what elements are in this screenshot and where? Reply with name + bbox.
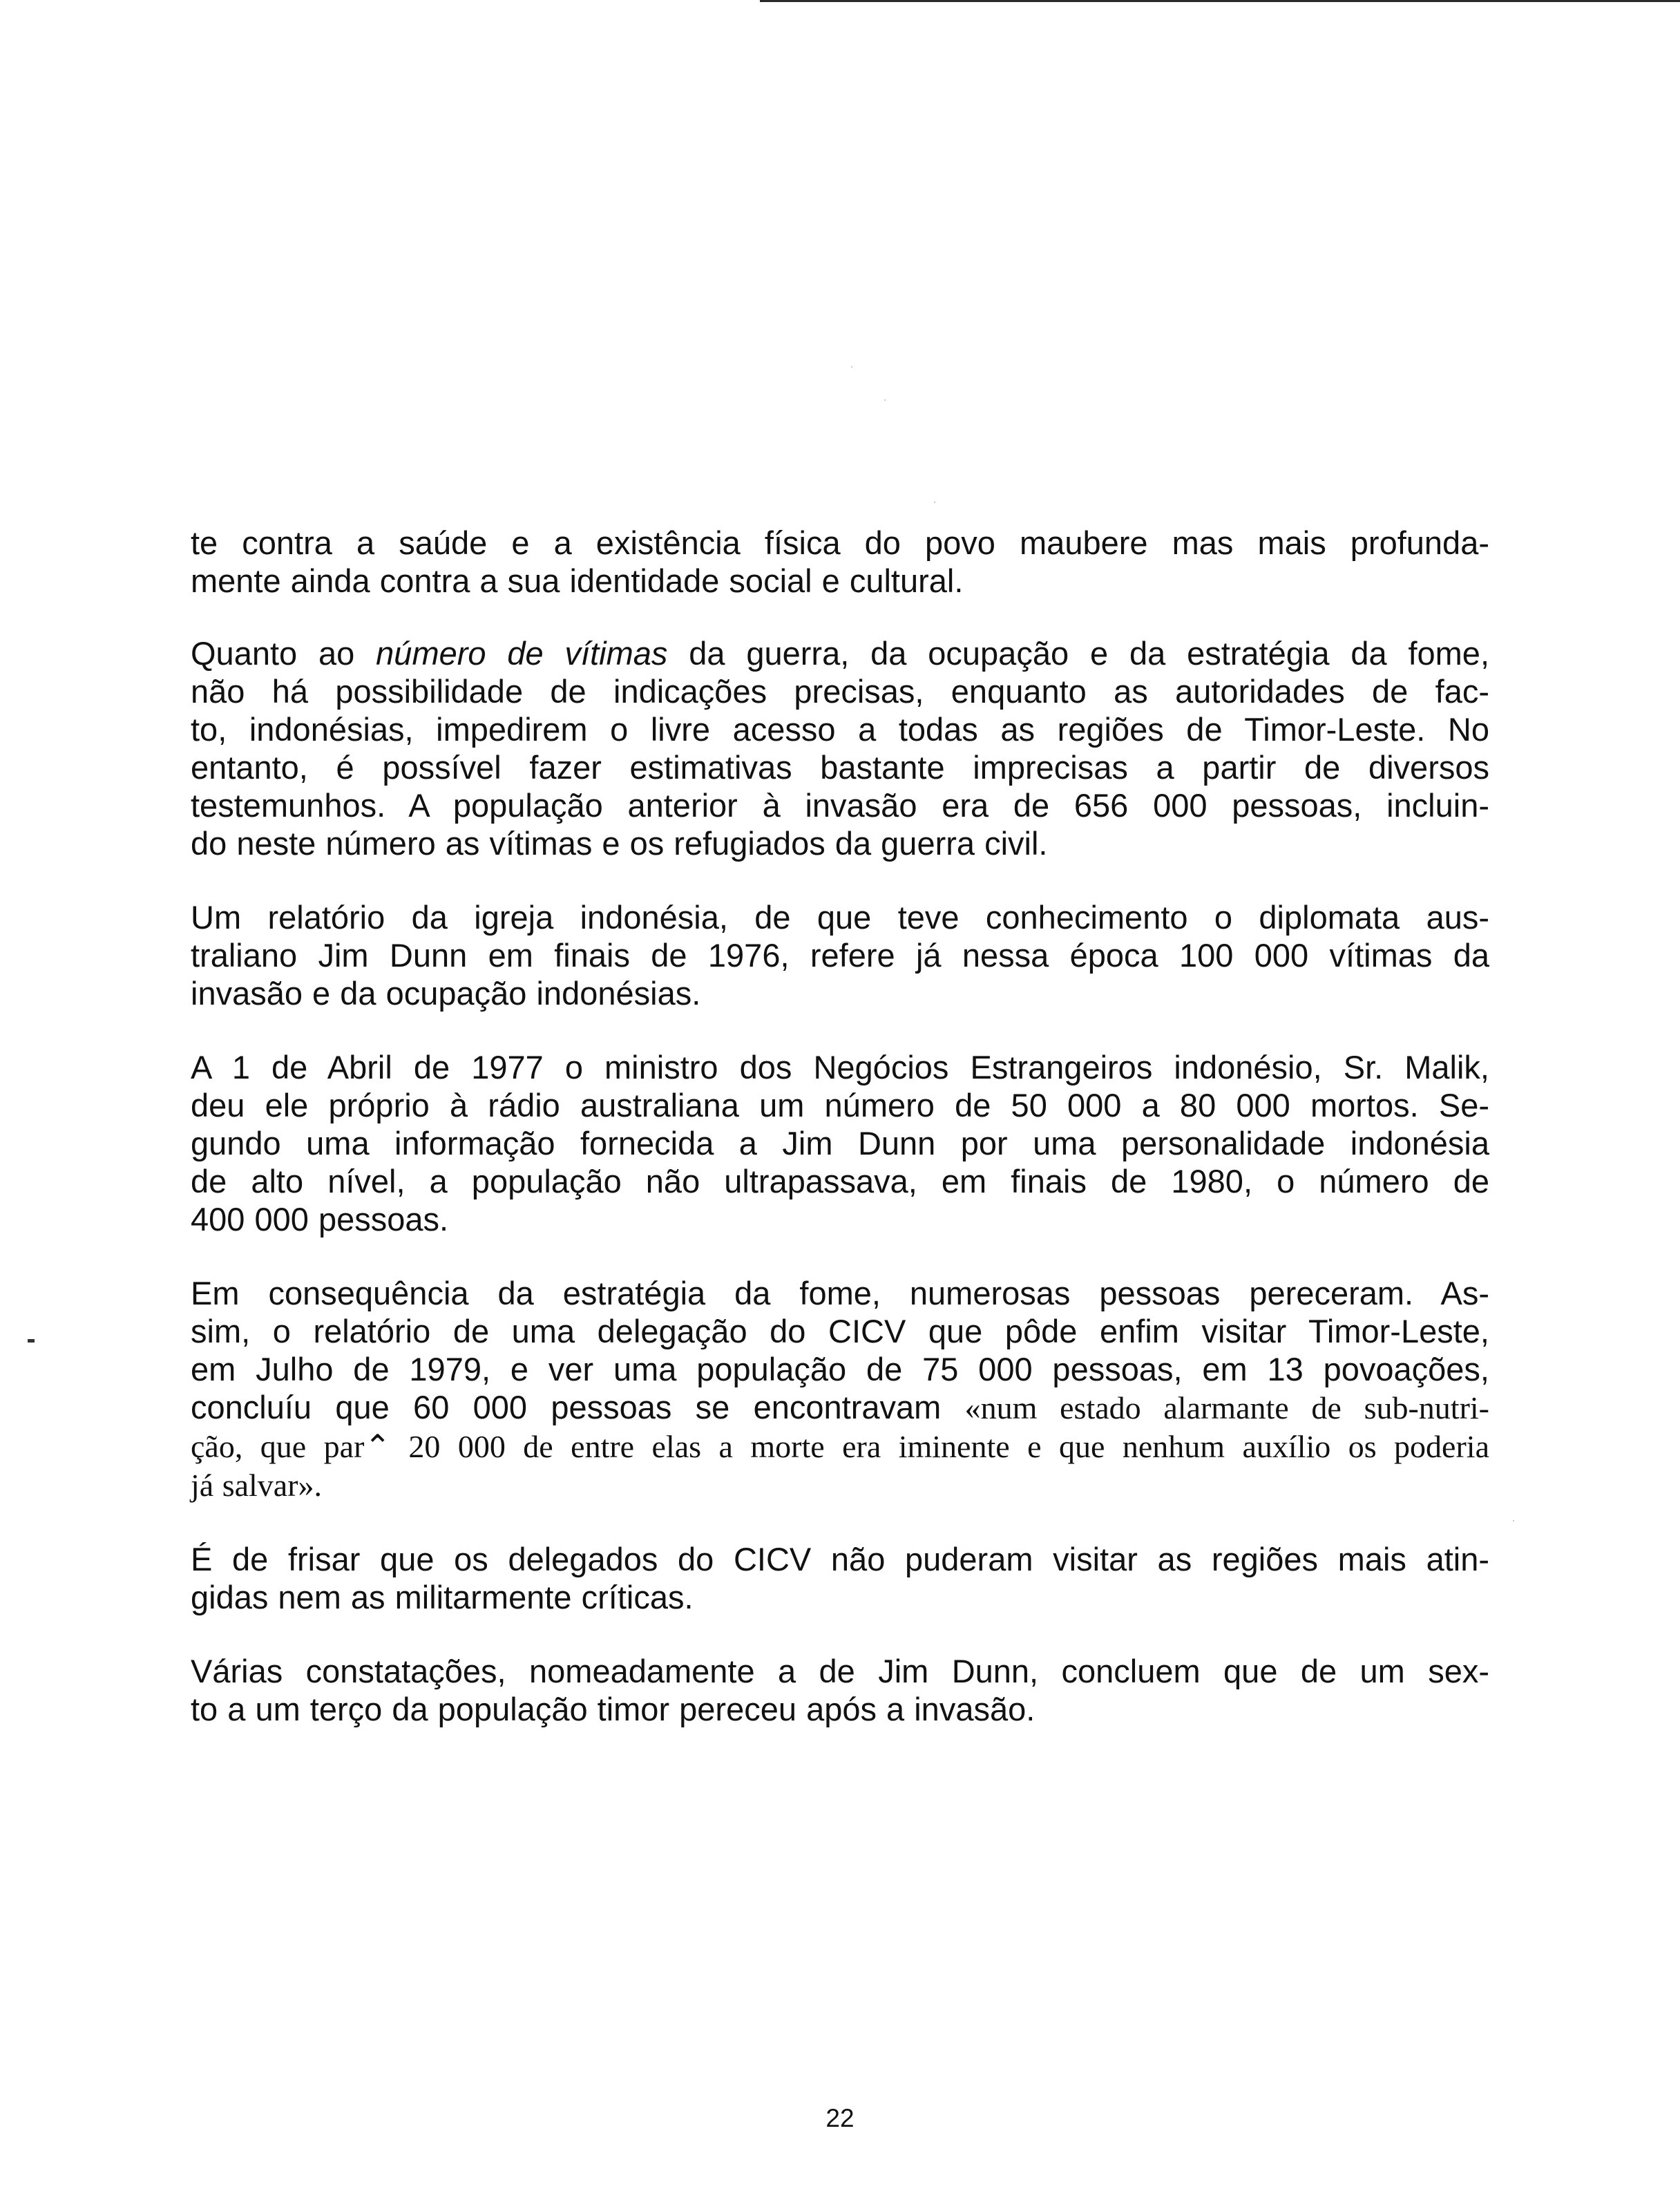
text-line: [191, 974, 1489, 1012]
text-line: [191, 824, 1489, 862]
text-line: [191, 562, 1489, 600]
text-run: não há possibilidade de indicações precisas, enquanto as autoridades de fac-: [191, 673, 1489, 710]
text-line: [191, 1086, 1489, 1124]
text-line: [191, 786, 1489, 824]
text-run: É de frisar que os delegados do CICV não puderam visitar as regiões mais atin-: [191, 1541, 1489, 1577]
text-line: [191, 1427, 1489, 1466]
paragraph: [191, 898, 1489, 1012]
text-line: [191, 1200, 1489, 1238]
text-run: invasão e da ocupação indonésias.: [191, 975, 701, 1012]
text-run: Quanto ao: [191, 635, 376, 672]
text-line: [191, 1274, 1489, 1312]
emphasis: número de vítimas: [376, 635, 668, 672]
text-line: [191, 524, 1489, 562]
text-run: to, indonésias, impedirem o livre acesso a todas as regiões de Timor-Leste. No: [191, 711, 1489, 748]
text-line: [191, 1350, 1489, 1388]
text-run: mente ainda contra a sua identidade social e cultural.: [191, 562, 964, 599]
text-run: do neste número as vítimas e os refugiados da guerra civil.: [191, 825, 1048, 862]
paragraph: [191, 1048, 1489, 1238]
text-line: [191, 1690, 1489, 1728]
quoted-text: já salvar».: [191, 1468, 323, 1503]
scan-top-edge-rule: [760, 0, 1680, 2]
text-line: [191, 1124, 1489, 1162]
text-line: [191, 1388, 1489, 1427]
text-line: [191, 1652, 1489, 1690]
text-line: [191, 634, 1489, 672]
text-run: sim, o relatório de uma delegação do CICV que pôde enfim visitar Timor-Leste,: [191, 1313, 1489, 1349]
text-run: em Julho de 1979, e ver uma população de 75 000 pessoas, em 13 povoações,: [191, 1351, 1489, 1387]
text-run: concluíu que 60 000 pessoas se encontravam: [191, 1389, 965, 1425]
text-run: Um relatório da igreja indonésia, de que teve conhecimento o diplomata aus-: [191, 899, 1489, 936]
text-line: [191, 1162, 1489, 1200]
paragraph: [191, 634, 1489, 862]
text-line: [191, 1578, 1489, 1616]
text-run: da guerra, da ocupação e da estratégia da fome,: [667, 635, 1490, 672]
quoted-text: ção, que par⌃ 20 000 de entre elas a morte era iminente e que nenhum auxílio os poderia: [191, 1429, 1489, 1464]
text-run: de alto nível, a população não ultrapassava, em finais de 1980, o número de: [191, 1163, 1489, 1199]
page-number: 22: [825, 2104, 855, 2132]
text-run: gidas nem as militarmente críticas.: [191, 1579, 694, 1615]
scan-speck: [1513, 1520, 1514, 1521]
text-run: Várias constatações, nomeadamente a de Jim Dunn, concluem que de um sex-: [191, 1653, 1489, 1689]
paragraph: [191, 524, 1489, 600]
text-run: traliano Jim Dunn em finais de 1976, refere já nessa época 100 000 vítimas da: [191, 937, 1489, 974]
paragraph: [191, 1652, 1489, 1728]
text-line: [191, 936, 1489, 974]
text-line: [191, 710, 1489, 748]
text-line: [191, 672, 1489, 710]
text-run: entanto, é possível fazer estimativas bastante imprecisas a partir de diversos: [191, 749, 1489, 786]
text-line: [191, 1540, 1489, 1578]
text-run: testemunhos. A população anterior à invasão era de 656 000 pessoas, incluin-: [191, 787, 1489, 824]
text-run: 400 000 pessoas.: [191, 1201, 449, 1238]
document-body: [191, 524, 1489, 1764]
scan-margin-mark: [28, 1339, 35, 1343]
text-run: te contra a saúde e a existência física do povo maubere mas mais profunda-: [191, 524, 1489, 561]
scan-speck: [851, 366, 852, 368]
text-run: A 1 de Abril de 1977 o ministro dos Negócios Estrangeiros indonésio, Sr. Malik,: [191, 1049, 1489, 1085]
scan-speck: [934, 502, 935, 503]
paragraph: [191, 1540, 1489, 1616]
paragraph: [191, 1274, 1489, 1504]
text-run: to a um terço da população timor pereceu após a invasão.: [191, 1691, 1035, 1727]
text-line: [191, 748, 1489, 786]
quoted-text: «num estado alarmante de sub-nutri-: [964, 1390, 1489, 1425]
text-run: gundo uma informação fornecida a Jim Dunn por uma personalidade indonésia: [191, 1125, 1489, 1161]
scan-speck: [884, 399, 886, 401]
text-line: [191, 1312, 1489, 1350]
text-line: [191, 1466, 1489, 1504]
text-run: deu ele próprio à rádio australiana um número de 50 000 a 80 000 mortos. Se-: [191, 1087, 1489, 1123]
text-run: Em consequência da estratégia da fome, numerosas pessoas pereceram. As-: [191, 1275, 1489, 1311]
text-line: [191, 1048, 1489, 1086]
text-line: [191, 898, 1489, 936]
